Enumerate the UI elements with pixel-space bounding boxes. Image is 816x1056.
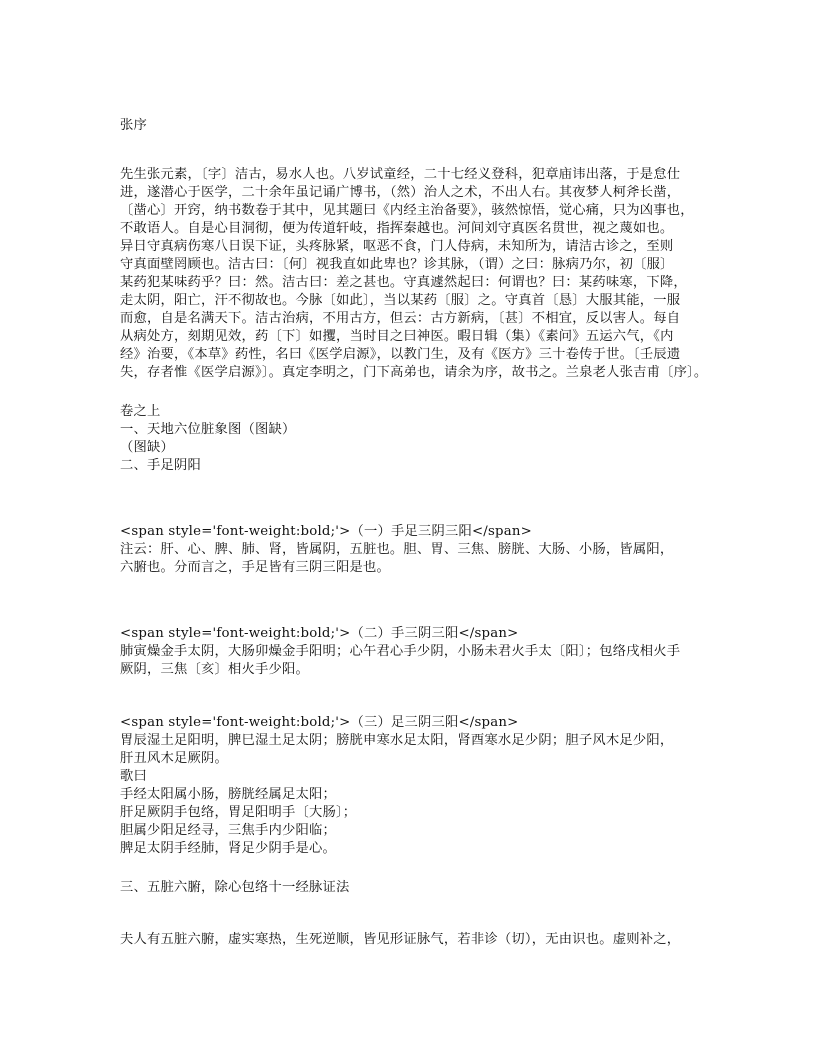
preface-line-2: 进，遂潜心于医学，二十余年虽记诵广博书，（然）治人之术，不出人右。其夜梦人柯斧长凿，: [120, 185, 681, 200]
song-line-3: 胆属少阳足经寻，三焦手内少阳临；: [120, 823, 336, 838]
section-2-line-1: 肺寅燥金手太阴，大肠卯燥金手阳明；心午君心手少阴，小肠未君火手太〔阳〕；包络戌相火手: [120, 644, 681, 659]
section-2-heading: <span style='font-weight:bold;'>（二）手三阴三阳</span>: [120, 626, 519, 641]
section-3-heading: <span style='font-weight:bold;'>（三）足三阴三阳</span>: [120, 715, 519, 730]
final-paragraph-line: 夫人有五脏六腑，虚实寒热，生死逆顺，皆见形证脉气，若非诊（切），无由识也。虚则补之，: [120, 932, 681, 947]
chapter-three-title: 三、五脏六腑，除心包络十一经脉证法: [120, 880, 350, 895]
preface-line-1: 先生张元素，〔字〕洁古，易水人也。八岁试童经，二十七经义登科，犯章庙讳出落，于是怠仕: [120, 167, 681, 182]
preface-line-9: 而愈，自是名满天下。洁古治病，不用古方，但云：古方新病，〔甚〕不相宜，反以害人。每自: [120, 311, 681, 326]
preface-line-5: 异日守真病伤寒八日误下证，头疼脉紧，呕恶不食，门人侍病，未知所为，请洁古诊之，至则: [120, 239, 674, 254]
song-line-2: 肝足厥阴手包络，胃足阳明手〔大肠〕；: [120, 805, 357, 820]
volume-title: 卷之上: [120, 404, 161, 419]
preface-line-3: 〔凿心〕开窍，纳书数卷于其中，见其题曰《内经主治备要》，骇然惊悟，觉心痛，只为凶事也，: [120, 203, 694, 218]
preface-line-12: 失，存者惟《医学启源》〕。真定李明之，门下高弟也，请余为序，故书之。兰泉老人张吉甫〔序〕。: [120, 365, 708, 380]
song-title: 歌曰: [120, 769, 147, 784]
preface-line-10: 从病处方，刻期见效，药〔下〕如攫，当时目之曰神医。暇日辑（集）《素问》五运六气，《内: [120, 329, 674, 344]
preface-line-11: 经》治要，《本草》药性，名曰《医学启源》，以教门生，及有《医方》三十卷传于世。〔壬辰遗: [120, 347, 681, 362]
preface-title: 张序: [120, 118, 147, 133]
preface-line-8: 走太阴，阳亡，汗不彻故也。今脉〔如此〕，当以某药〔服〕之。守真首〔恳〕大服其能，一服: [120, 293, 681, 308]
preface-line-4: 不敢语人。自是心目洞彻，便为传道轩岐，指挥秦越也。河间刘守真医名贯世，视之蔑如也。: [120, 221, 674, 236]
chapter-two-title: 二、手足阴阳: [120, 458, 201, 473]
preface-line-7: 某药犯某味药乎？曰：然。洁古曰：差之甚也。守真遽然起曰：何谓也？曰：某药味寒，下降，: [120, 275, 687, 290]
song-line-4: 脾足太阴手经肺，肾足少阴手是心。: [120, 841, 336, 856]
chapter-one-title: 一、天地六位脏象图（图缺）: [120, 422, 296, 437]
section-3-line-1: 胃辰湿土足阳明，脾巳湿土足太阴；膀胱申寒水足太阳，肾酉寒水足少阴；胆子风木足少阳，: [120, 733, 674, 748]
section-2-line-2: 厥阴，三焦〔亥〕相火手少阳。: [120, 662, 309, 677]
section-3-line-2: 肝丑风木足厥阴。: [120, 751, 228, 766]
preface-line-6: 守真面壁罔顾也。洁古曰：〔何〕视我直如此卑也？诊其脉，（谓）之曰：脉病乃尔，初〔服〕: [120, 257, 674, 272]
section-1-heading: <span style='font-weight:bold;'>（一）手足三阴三阳</span>: [120, 524, 532, 539]
song-line-1: 手经太阳属小肠，膀胱经属足太阳；: [120, 787, 336, 802]
section-1-line-2: 六腑也。分而言之，手足皆有三阴三阳是也。: [120, 560, 390, 575]
section-1-line-1: 注云：肝、心、脾、肺、肾，皆属阴，五脏也。胆、胃、三焦、膀胱、大肠、小肠，皆属阳，: [120, 542, 674, 557]
figure-missing-note: （图缺）: [120, 440, 174, 455]
